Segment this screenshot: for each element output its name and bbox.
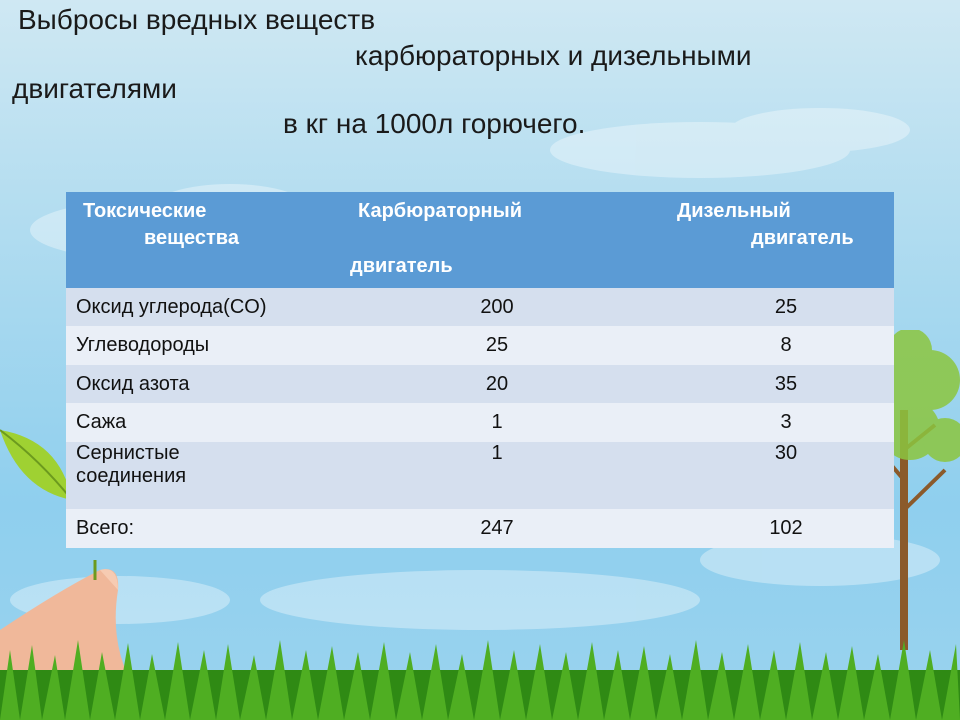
cell-substance <box>66 442 316 509</box>
cell-substance: Оксид углерода(CO) <box>66 288 316 326</box>
cell-total-label: Всего: <box>66 509 316 548</box>
cell-substance-line2: соединения <box>76 465 187 487</box>
header-col1-line1: Токсические <box>83 200 207 222</box>
cell-substance-line1: Сернистые <box>76 442 180 464</box>
page-subtitle: в кг на 1000л горючего. <box>283 108 586 139</box>
table-row <box>66 288 894 326</box>
header-col2-line2: двигатель <box>350 255 453 277</box>
cell-carburetor-value: 1 <box>316 403 678 442</box>
cell-diesel-value: 25 <box>678 288 894 326</box>
cell-carburetor-value: 20 <box>316 365 678 403</box>
page-title-line-2: карбюраторных и дизельными <box>355 40 752 71</box>
header-col1-line2: вещества <box>144 227 239 249</box>
table-header-row <box>66 192 894 288</box>
cell-substance: Углеводороды <box>66 326 316 365</box>
table-row <box>66 365 894 403</box>
header-col2-line1: Карбюраторный <box>358 200 522 222</box>
table-row <box>66 403 894 442</box>
cell-diesel-value: 3 <box>678 403 894 442</box>
table-row <box>66 326 894 365</box>
header-toxic-substances <box>66 192 316 288</box>
header-col3-line2: двигатель <box>751 227 854 249</box>
page-title-line-1: Выбросы вредных веществ <box>18 4 376 35</box>
page-title-line-3: двигателями <box>12 73 177 104</box>
cell-carburetor-value: 200 <box>316 288 678 326</box>
header-carburetor-engine <box>316 192 678 288</box>
header-col3-line1: Дизельный <box>677 200 791 222</box>
emissions-table <box>66 192 894 548</box>
cell-carburetor-total: 247 <box>316 509 678 548</box>
grass-illustration <box>0 640 960 720</box>
cell-diesel-total: 102 <box>678 509 894 548</box>
table-row <box>66 442 894 509</box>
cell-diesel-value: 35 <box>678 365 894 403</box>
cell-carburetor-value: 1 <box>316 442 678 509</box>
table-row-total <box>66 509 894 548</box>
cell-diesel-value: 30 <box>678 442 894 509</box>
cell-substance: Сажа <box>66 403 316 442</box>
header-diesel-engine <box>678 192 894 288</box>
cell-carburetor-value: 25 <box>316 326 678 365</box>
cell-diesel-value: 8 <box>678 326 894 365</box>
cell-substance: Оксид азота <box>66 365 316 403</box>
